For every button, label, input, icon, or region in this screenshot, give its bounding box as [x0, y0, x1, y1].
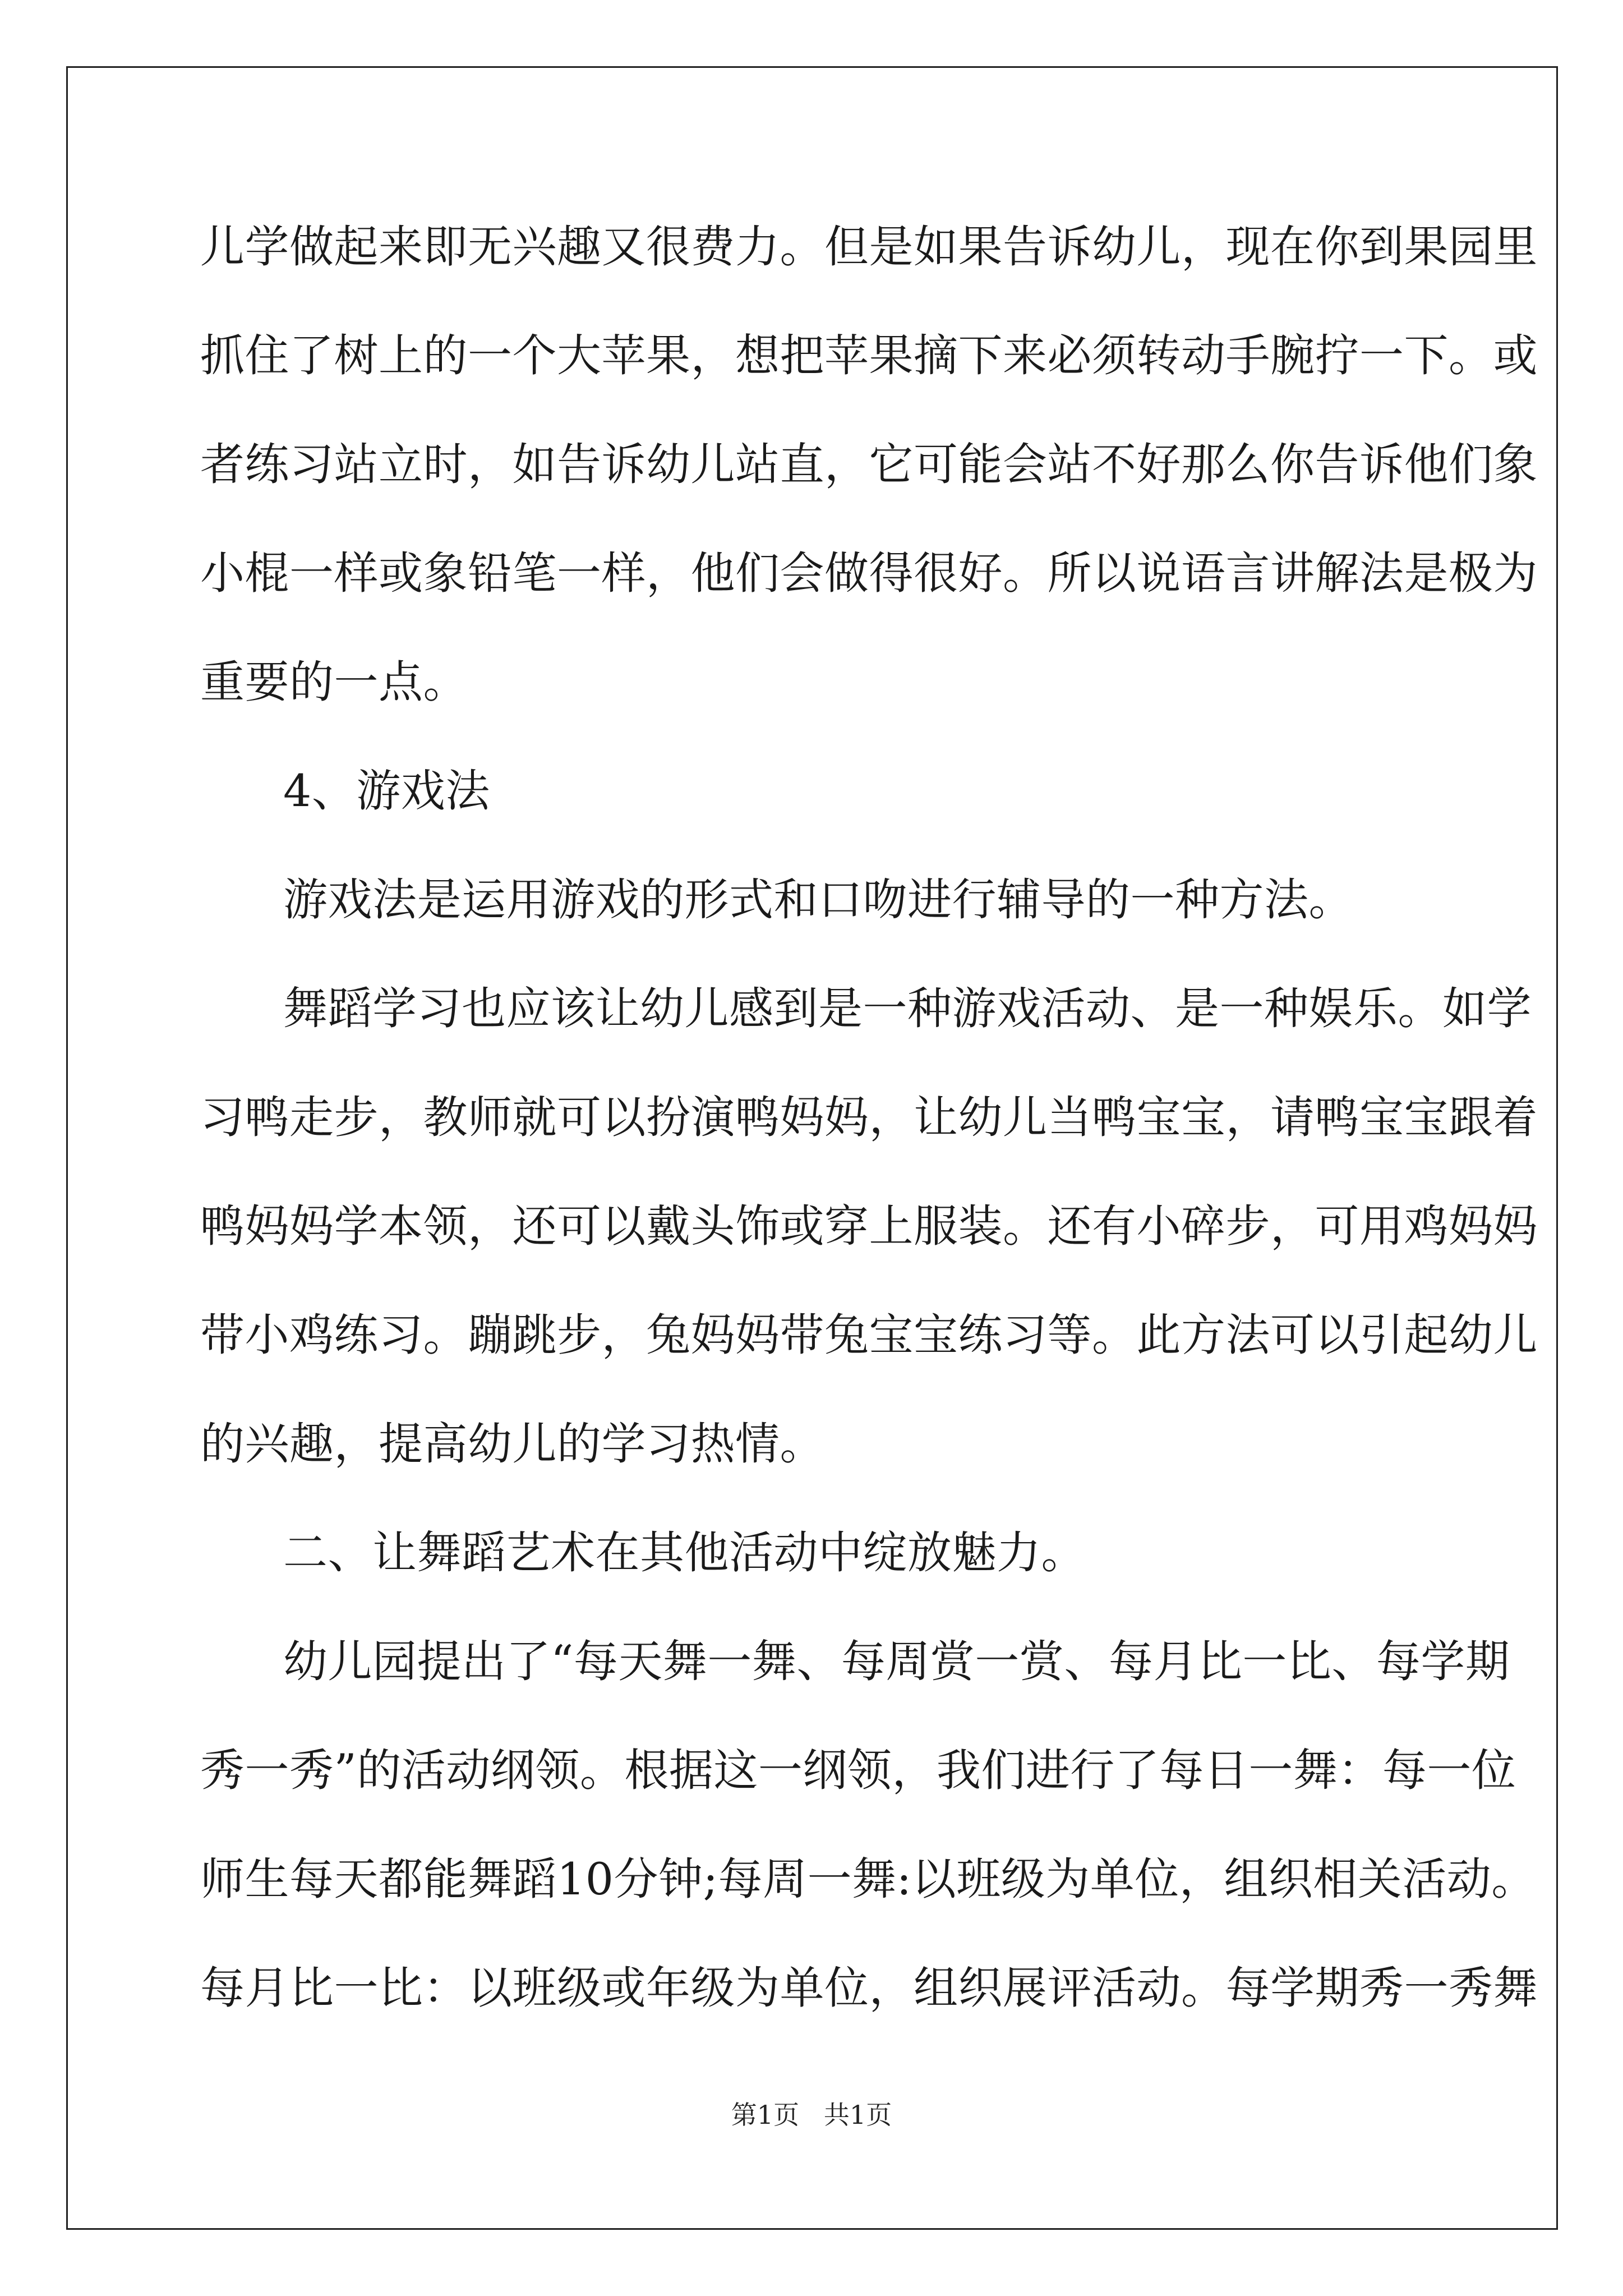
section-heading: 4、游戏法 [283, 765, 490, 817]
paragraph-line: 者练习站立时，如告诉幼儿站直，它可能会站不好那么你告诉他们象 [200, 439, 1538, 490]
paragraph-line: 鸭妈妈学本领，还可以戴头饰或穿上服装。还有小碎步，可用鸡妈妈 [200, 1200, 1538, 1252]
paragraph-line: 舞蹈学习也应该让幼儿感到是一种游戏活动、是一种娱乐。如学 [283, 983, 1532, 1034]
paragraph-line: 的兴趣，提高幼儿的学习热情。 [200, 1418, 824, 1470]
paragraph-line: 秀一秀”的活动纲领。根据这一纲领，我们进行了每日一舞：每一位 [200, 1745, 1516, 1796]
paragraph-line: 幼儿园提出了“每天舞一舞、每周赏一赏、每月比一比、每学期 [283, 1636, 1510, 1687]
section-heading: 二、让舞蹈艺术在其他活动中绽放魅力。 [283, 1527, 1086, 1579]
page-footer: 第1页 共1页 [731, 2100, 892, 2130]
paragraph-line: 每月比一比：以班级或年级为单位，组织展评活动。每学期秀一秀舞 [200, 1962, 1538, 2014]
paragraph-line: 习鸭走步，教师就可以扮演鸭妈妈，让幼儿当鸭宝宝，请鸭宝宝跟着 [200, 1092, 1538, 1143]
paragraph-line: 游戏法是运用游戏的形式和口吻进行辅导的一种方法。 [283, 874, 1353, 926]
paragraph-line: 小棍一样或象铅笔一样，他们会做得很好。所以说语言讲解法是极为 [200, 547, 1538, 599]
paragraph-line: 抓住了树上的一个大苹果，想把苹果摘下来必须转动手腕拧一下。或 [200, 330, 1538, 381]
paragraph-line: 带小鸡练习。蹦跳步，兔妈妈带兔宝宝练习等。此方法可以引起幼儿 [200, 1309, 1538, 1361]
paragraph-line: 师生每天都能舞蹈10分钟;每周一舞:以班级为单位，组织相关活动。 [200, 1853, 1536, 1905]
paragraph-line: 重要的一点。 [200, 656, 468, 708]
paragraph-line: 儿学做起来即无兴趣又很费力。但是如果告诉幼儿，现在你到果园里 [200, 221, 1538, 273]
